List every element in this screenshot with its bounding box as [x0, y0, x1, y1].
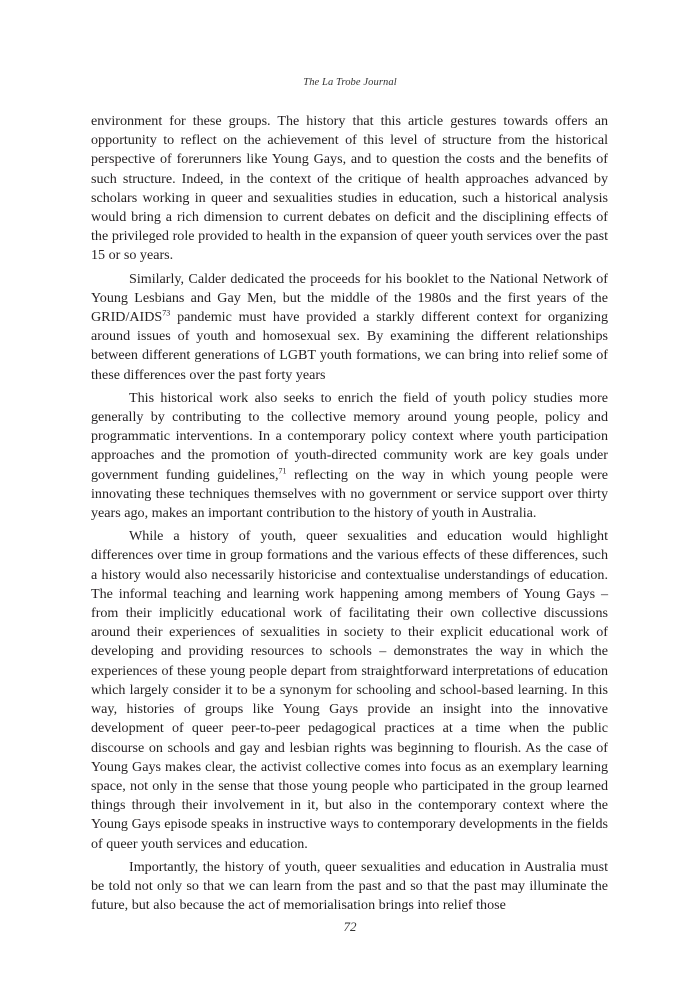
footnote-ref-71: 71: [278, 465, 287, 475]
paragraph-3: [91, 389, 608, 523]
paragraph-2-text-before-note: Similarly, Calder dedicated the proceeds for his booklet to the National Network of Young Lesbians and Gay Men, but the middle of the 1980s and the first years of the GRID/AIDS: [91, 270, 608, 326]
page-number: 72: [343, 919, 357, 934]
paragraph-3-text-before-note: This historical work also seeks to enrich the field of youth policy studies more generally by contributing to the collective memory around young people, policy and programmatic interventions. In a contemporary policy context where youth participation approaches and the promotion of youth-directed community work are key goals under government funding guidelines,: [91, 389, 608, 483]
article-body: [91, 112, 608, 915]
paragraph-2: [91, 270, 608, 385]
paragraph-3-text-after-note: reflecting on the way in which young people were innovating these techniques themselves with no government or service support over thirty years ago, makes an important contribution to the history of youth in Australia.: [91, 466, 608, 522]
paragraph-1: environment for these groups. The history that this article gestures towards offers an opportunity to reflect on the achievement of this level of structure from the historical perspective of forerunners like Young Gays, and to question the costs and the benefits of such structure. Indeed, in the context of the critique of health approaches advanced by scholars working in queer and sexualities studies in education, such a historical analysis would bring a rich dimension to current debates on deficit and the disciplining effects of the privileged role provided to health in the expansion of queer youth services over the past 15 or so years.: [91, 113, 608, 264]
paragraph-4: While a history of youth, queer sexualities and education would highlight differences over time in group formations and the various effects of these differences, such a history would also necessarily historicise and contextualise understandings of education. The informal teaching and learning work happening among members of Young Gays – from their implicitly educational work of facilitating their own collective discussions around their experiences of sexualities in society to their explicit educational work of developing and providing resources to schools – demonstrates the way in which the experiences of these young people depart from straightforward interpretations of education which largely consider it to be a synonym for schooling and school-based learning. In this way, histories of groups like Young Gays provide an insight into the innovative development of queer peer-to-peer pedagogical practices at a time when the public discourse on schools and gay and lesbian rights was beginning to flourish. As the case of Young Gays makes clear, the activist collective comes into focus as an exemplary learning space, not only in the sense that those young people who participated in the group learned things through their involvement in it, but also in the contemporary context where the Young Gays episode speaks in instructive ways to contemporary developments in the fields of queer youth services and education.: [91, 528, 608, 852]
footnote-ref-73: 73: [162, 308, 171, 318]
running-header-journal-title: The La Trobe Journal: [303, 77, 397, 88]
paragraph-2-text-after-note: pandemic must have provided a starkly different context for organizing around issues of youth and homosexual sex. By examining the different relationships between different generations of LGBT youth formations, we can bring into relief some of these differences over the past forty years: [91, 309, 608, 383]
paragraph-5: Importantly, the history of youth, queer sexualities and education in Australia must be told not only so that we can learn from the past and so that the past may illuminate the future, but also because the act of memorialisation brings into relief those: [91, 858, 608, 914]
